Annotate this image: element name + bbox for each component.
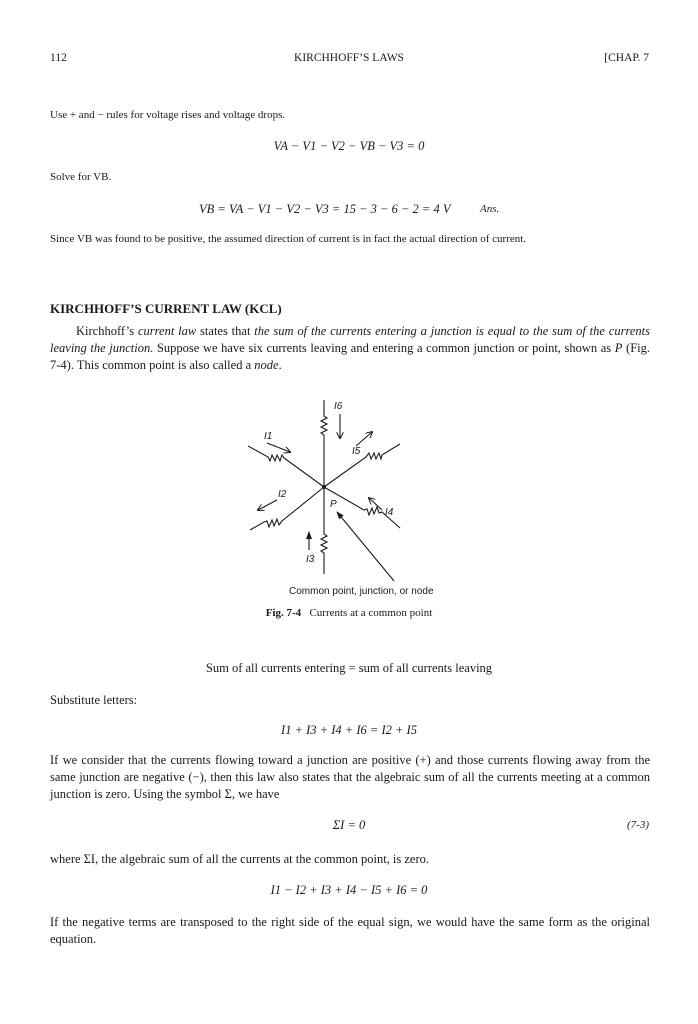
chapter-label: [CHAP. 7 bbox=[604, 52, 649, 64]
page-number: 112 bbox=[50, 52, 67, 64]
leader-line-to-node bbox=[337, 512, 394, 581]
equation-substituted: I1 + I3 + I4 + I6 = I2 + I5 bbox=[281, 723, 417, 737]
arrow-i4 bbox=[369, 498, 382, 510]
figure-caption: Fig. 7-4 Currents at a common point bbox=[265, 607, 433, 619]
where-paragraph: where ΣI, the algebraic sum of all the currents at the common point, is zero. bbox=[50, 852, 430, 866]
label-i1: I1 bbox=[264, 431, 273, 442]
label-common-point: Common point, junction, or node bbox=[289, 586, 434, 597]
branch-bottom-wire bbox=[321, 487, 327, 574]
since-paragraph: Since VB was found to be positive, the assumed direction of current is in fact the actual direction of current. bbox=[50, 233, 527, 245]
equation-expanded: I1 − I2 + I3 + I4 − I5 + I6 = 0 bbox=[270, 883, 428, 897]
figure-kcl-node bbox=[230, 392, 470, 602]
arrow-i1 bbox=[267, 443, 290, 452]
section-heading: KIRCHHOFF’S CURRENT LAW (KCL) bbox=[50, 301, 282, 316]
substitute-line: Substitute letters: bbox=[50, 693, 138, 707]
label-node-p: P bbox=[330, 499, 337, 510]
branch-upper-right-wire bbox=[324, 444, 400, 487]
equation-vb: VB = VA − V1 − V2 − V3 = 15 − 3 − 6 − 2 = 4 V bbox=[199, 202, 451, 216]
branch-upper-left-wire bbox=[248, 446, 324, 487]
label-i6: I6 bbox=[334, 401, 343, 412]
branch-top-wire bbox=[321, 400, 327, 487]
solve-for-line: Solve for VB. bbox=[50, 171, 112, 183]
answer-label: Ans. bbox=[480, 203, 500, 215]
label-i2: I2 bbox=[278, 489, 287, 500]
intro-line: Use + and − rules for voltage rises and voltage drops. bbox=[50, 109, 286, 121]
label-i3: I3 bbox=[306, 554, 315, 565]
arrow-i5 bbox=[356, 432, 372, 446]
final-paragraph: If the negative terms are transposed to the right side of the equal sign, we would have the same form as the original equation. bbox=[50, 915, 650, 946]
sum-statement: Sum of all currents entering = sum of all currents leaving bbox=[205, 661, 493, 675]
node-point bbox=[322, 485, 326, 489]
kcl-paragraph: Kirchhoff’s current law states that the sum of the currents entering a junction is equal to the sum of the currents leaving the junction. Suppose we have six currents leaving and entering a common junction or point, shown as P (Fig. 7-4). This common point is also called a node. bbox=[50, 324, 651, 372]
equation-kvl: VA − V1 − V2 − VB − V3 = 0 bbox=[273, 139, 425, 153]
equation-sum-zero: ΣI = 0 bbox=[332, 818, 366, 832]
algebraic-sum-paragraph: If we consider that the currents flowing toward a junction are positive (+) and those currents flowing away from the same junction are negative (−), then this law also states that the algebraic sum of all the currents meeting at a common junction is zero. Using the symbol Σ, we have bbox=[50, 753, 650, 801]
label-i4: I4 bbox=[385, 507, 394, 518]
equation-number: (7-3) bbox=[627, 819, 649, 831]
running-title: KIRCHHOFF’S LAWS bbox=[294, 52, 404, 64]
label-i5: I5 bbox=[352, 446, 361, 457]
arrow-i2 bbox=[258, 500, 277, 510]
